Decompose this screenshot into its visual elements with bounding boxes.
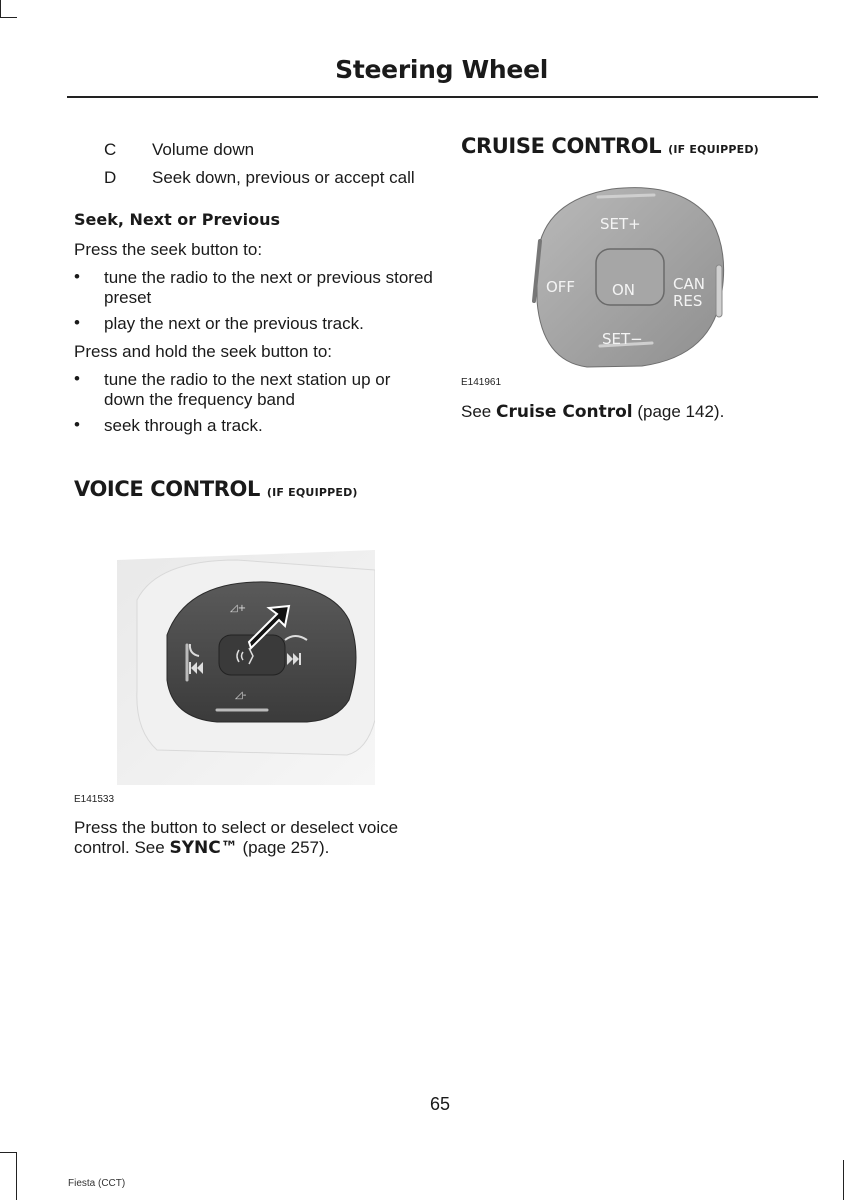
- crop-mark-bottom-right: [843, 1160, 844, 1200]
- press-intro: Press the seek button to:: [74, 240, 263, 259]
- hold-intro: Press and hold the seek button to:: [74, 342, 333, 361]
- press-bullet-list: [74, 268, 434, 334]
- hold-bullet-list: [74, 370, 434, 436]
- crop-mark-top-left-h: [0, 17, 17, 18]
- control-key-list: [74, 140, 434, 188]
- voice-control-heading: VOICE CONTROL (IF EQUIPPED): [74, 477, 358, 501]
- voice-control-switch-image: [117, 540, 375, 785]
- figure-id: E141533: [74, 794, 115, 805]
- page-title: Steering Wheel: [335, 55, 548, 84]
- cruise-control-heading: CRUISE CONTROL (IF EQUIPPED): [461, 134, 759, 158]
- left-column: [74, 140, 434, 444]
- item-text: Seek down, previous or accept call: [152, 168, 415, 187]
- model-footer: Fiesta (CCT): [68, 1178, 126, 1189]
- header-divider: [67, 96, 818, 98]
- set-plus-label: SET+: [600, 215, 641, 233]
- bullet: •: [74, 267, 80, 286]
- crop-mark-top-left: [0, 0, 1, 17]
- crop-mark-bottom-left-h: [0, 1152, 17, 1153]
- item-key: D: [104, 168, 117, 187]
- off-label: OFF: [546, 278, 576, 296]
- can-label: CAN: [673, 275, 705, 293]
- if-equipped-tag: (IF EQUIPPED): [266, 486, 358, 499]
- list-item: • seek through a track.: [74, 415, 263, 435]
- if-equipped-tag: (IF EQUIPPED): [668, 143, 759, 156]
- voice-control-description: Press the button to select or deselect voice control. See SYNC™ (page 257).: [74, 818, 399, 858]
- bullet: •: [74, 369, 80, 388]
- cruise-control-description: See Cruise Control (page 142).: [461, 402, 725, 422]
- list-item: • play the next or the previous track.: [74, 313, 364, 333]
- volume-up-label: ◿+: [230, 603, 247, 614]
- sync-reference: SYNC™: [169, 838, 238, 858]
- item-text: Volume down: [152, 140, 255, 159]
- on-label: ON: [612, 281, 636, 299]
- res-label: RES: [673, 292, 703, 310]
- page-number: 65: [430, 1094, 451, 1114]
- seek-heading: Seek, Next or Previous: [74, 210, 281, 229]
- figure-id: E141961: [461, 377, 502, 388]
- list-item: • tune the radio to the next or previous stored preset: [74, 267, 433, 307]
- cruise-control-reference: Cruise Control: [495, 402, 633, 422]
- set-minus-label: SET−: [602, 330, 643, 348]
- bullet: •: [74, 313, 80, 332]
- list-item: • tune the radio to the next station up or down the frequency band: [74, 369, 391, 409]
- volume-down-label: ◿-: [235, 690, 247, 701]
- cruise-control-switch-image: [532, 181, 732, 371]
- bullet: •: [74, 415, 80, 434]
- list-item: [74, 168, 434, 188]
- item-key: C: [104, 140, 117, 159]
- list-item: [74, 140, 434, 160]
- crop-mark-bottom-left: [16, 1152, 17, 1200]
